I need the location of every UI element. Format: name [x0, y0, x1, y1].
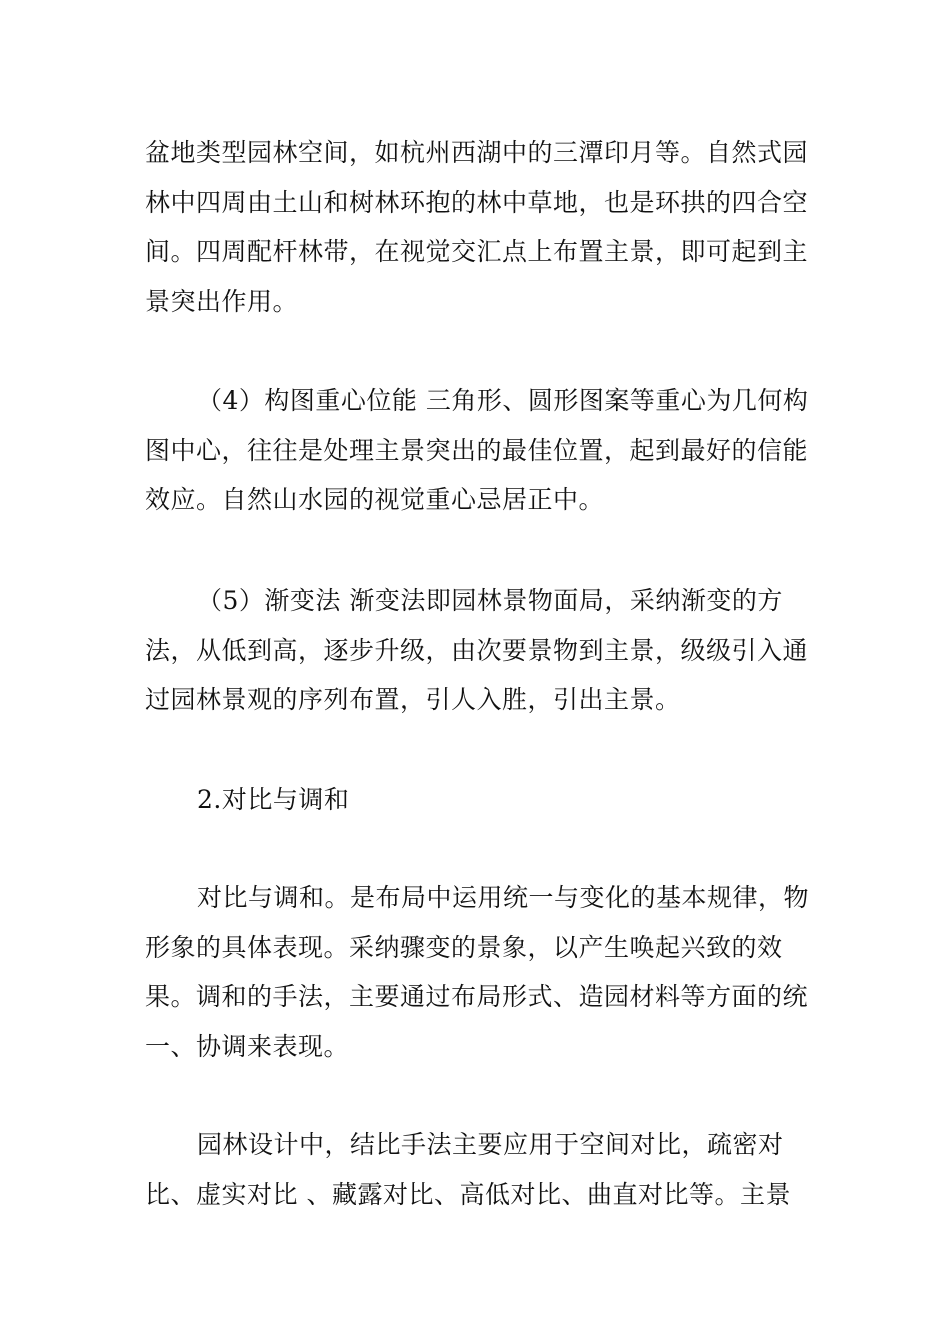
- paragraph-gradient-method: （5）渐变法 渐变法即园林景物面局，采纳渐变的方法，从低到高，逐步升级，由次要景物到主景，级级引入通过园林景观的序列布置，引人入胜，引出主景。: [145, 586, 809, 714]
- paragraph-contrast-harmony: 对比与调和。是布局中运用统一与变化的基本规律，物形象的具体表现。采纳骤变的景象，以产生唤起兴致的效果。调和的手法，主要通过布局形式、造园材料等方面的统一、协调来表现。: [145, 883, 810, 1061]
- paragraph-enclosed-space: 盆地类型园林空间，如杭州西湖中的三潭印月等。自然式园林中四周由土山和树林环抱的林中草地，也是环拱的四合空间。四周配杆林带，在视觉交汇点上布置主景，即可起到主景突出作用。: [145, 138, 809, 316]
- section-heading-contrast-harmony: 2.对比与调和: [197, 785, 350, 814]
- paragraph-composition-center: （4）构图重心位能 三角形、圆形图案等重心为几何构图中心，往往是处理主景突出的最佳位置，起到最好的信能效应。自然山水园的视觉重心忌居正中。: [145, 386, 809, 514]
- paragraph-contrast-in-design: 园林设计中，结比手法主要应用于空间对比，疏密对比、虚实对比 、藏露对比、高低对比、曲直对比等。主景: [145, 1130, 791, 1209]
